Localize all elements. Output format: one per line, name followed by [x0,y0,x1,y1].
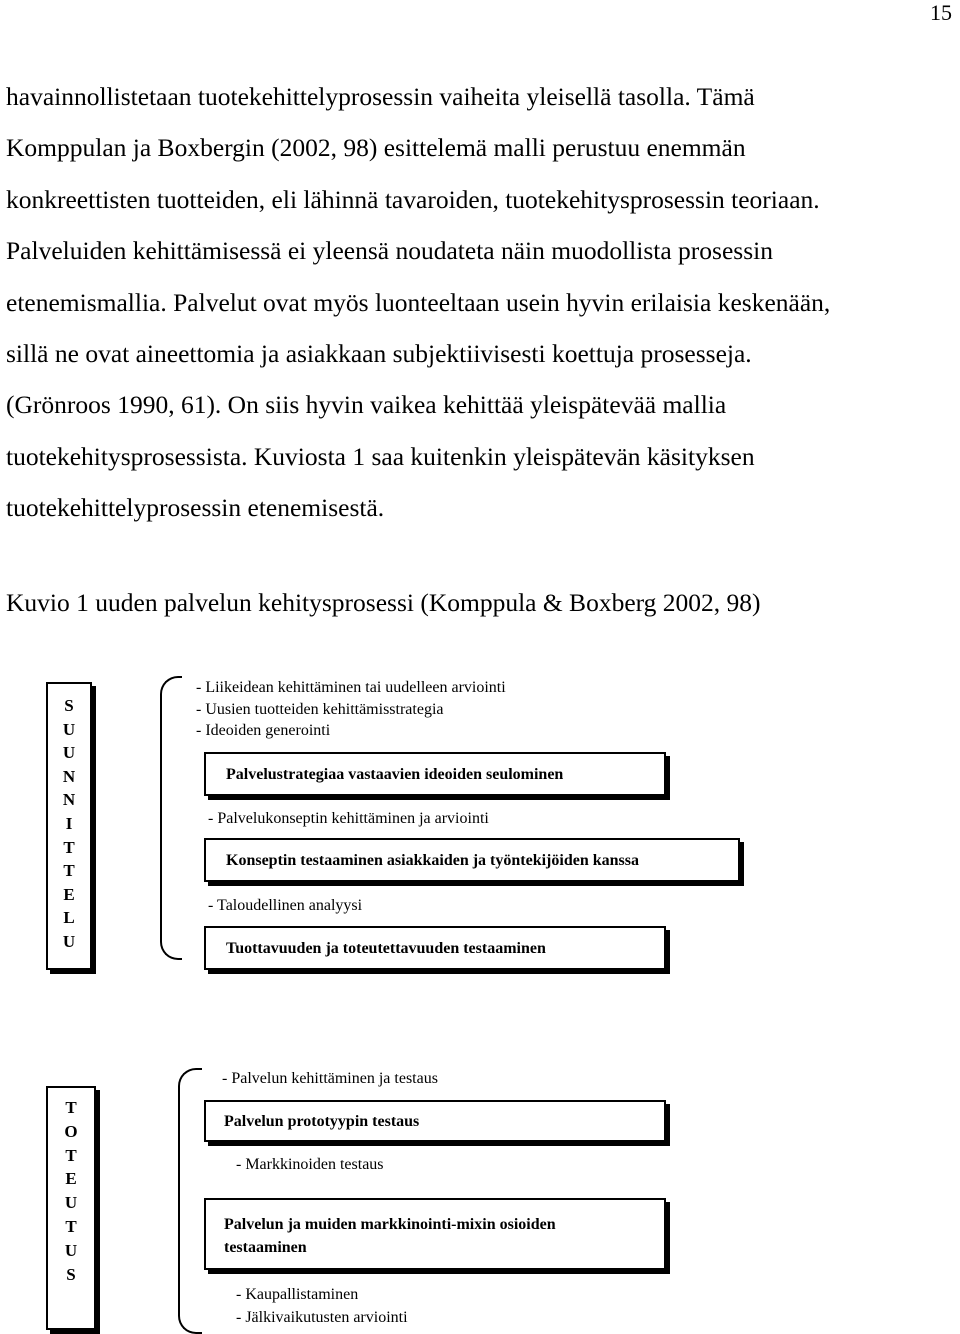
activity-item: - Taloudellinen analyysi [208,897,363,914]
step-box-marketing-mix-testing [204,1198,666,1270]
phase-letter: T [65,1145,77,1165]
phase-letter: I [65,813,73,833]
activity-item: - Ideoiden generointi [196,722,331,739]
phase-letter: E [63,884,75,904]
phase-letter: S [64,696,74,715]
body-paragraph [6,74,952,537]
step-box-label: Tuottavuuden ja toteutettavuuden testaaminen [226,940,546,957]
activity-list [236,1283,408,1329]
phase-suunnittelu-box [46,682,92,970]
activity-item: - Kaupallistaminen [236,1286,359,1303]
body-line: (Grönroos 1990, 61). On siis hyvin vaikea kehittää yleispätevää mallia [6,390,727,420]
step-box-prototype-testing [204,1100,666,1142]
step-box-label: Palvelustrategiaa vastaavien ideoiden seulominen [226,766,564,783]
phase-letter: U [62,931,76,951]
body-line: sillä ne ovat aineettomia ja asiakkaan subjektiivisesti koettuja prosesseja. [6,338,752,368]
phase-letter: T [65,1098,77,1117]
step-box-label: Palvelun prototyypin testaus [224,1113,420,1130]
phase-letter: E [65,1169,77,1189]
body-line: Komppulan ja Boxbergin (2002, 98) esittelemä malli perustuu enemmän [6,133,746,163]
phase-letter: T [65,1216,77,1236]
phase-letter: T [63,861,75,881]
body-line: etenemismallia. Palvelut ovat myös luonteeltaan usein hyvin erilaisia keskenään, [6,287,831,317]
body-line: konkreettisten tuotteiden, eli lähinnä tavaroiden, tuotekehitysprosessin teoriaan. [6,184,820,214]
activity-item: - Jälkivaikutusten arviointi [236,1309,408,1326]
step-box-concept-testing [204,838,740,882]
activity-item: - Palvelun kehittäminen ja testaus [222,1070,438,1087]
phase-letter: N [62,766,76,786]
activity-item: - Uusien tuotteiden kehittämisstrategia [196,700,444,718]
phase-letter: U [64,1193,78,1213]
phase-letter: U [62,719,76,739]
activity-item: - Markkinoiden testaus [236,1156,384,1173]
phase-letter: T [63,837,75,857]
step-box-feasibility-testing [204,926,666,970]
phase-letter: S [66,1264,76,1284]
phase-toteutus-bracket [178,1068,202,1334]
activity-item: - Palvelukonseptin kehittäminen ja arviointi [208,810,489,827]
phase-letter: O [64,1121,78,1141]
body-line: tuotekehittelyprosessin etenemisestä. [6,493,385,523]
phase-letter: U [62,743,76,763]
step-box-label: Konseptin testaaminen asiakkaiden ja työntekijöiden kanssa [226,852,639,869]
phase-letter: L [63,908,75,928]
phase-suunnittelu-bracket [160,676,182,960]
phase-toteutus-box [46,1086,96,1330]
step-box-label: Palvelun ja muiden markkinointi-mixin osioiden [224,1216,556,1233]
activity-item: - Liikeidean kehittäminen tai uudelleen arviointi [196,679,506,696]
step-box-idea-screening [204,752,666,796]
body-line: Palveluiden kehittämisessä ei yleensä noudateta näin muodollista prosessin [6,236,773,266]
step-box-label: testaaminen [224,1239,307,1256]
activity-list [196,677,506,742]
page-number: 15 [930,0,952,25]
body-line: havainnollistetaan tuotekehittelyprosessin vaiheita yleisellä tasolla. Tämä [6,82,755,111]
body-line: tuotekehitysprosessista. Kuviosta 1 saa kuitenkin yleispätevän käsityksen [6,441,755,471]
phase-letter: U [64,1240,78,1260]
figure-caption: Kuvio 1 uuden palvelun kehitysprosessi (Komppula & Boxberg 2002, 98) [6,588,761,617]
phase-letter: N [62,790,76,810]
